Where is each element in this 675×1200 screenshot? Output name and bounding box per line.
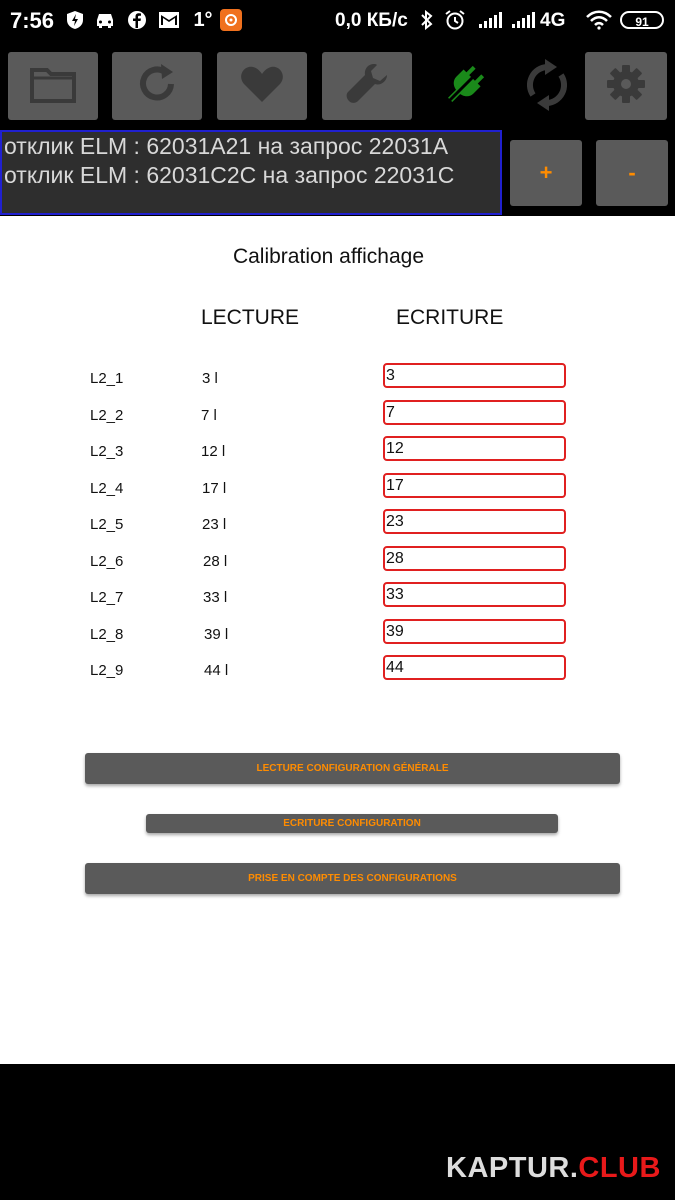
folder-icon [29, 64, 77, 109]
read-value: 23 l [202, 516, 227, 533]
read-value: 3 l [202, 370, 218, 387]
row-label: L2_2 [90, 407, 124, 424]
read-value: 17 l [202, 480, 227, 497]
wifi-icon [585, 9, 613, 31]
write-input[interactable]: 23 [383, 509, 566, 534]
write-input[interactable]: 7 [383, 400, 566, 425]
write-input[interactable]: 3 [383, 363, 566, 388]
sync-icon [525, 59, 569, 116]
connection-status[interactable] [440, 62, 490, 112]
row-label: L2_1 [90, 370, 124, 387]
clock: 7:56 [10, 8, 55, 33]
refresh-icon [135, 62, 179, 111]
minus-button[interactable]: - [596, 140, 668, 206]
calibration-row [0, 363, 675, 393]
refresh-button[interactable] [112, 52, 202, 120]
calibration-row [0, 473, 675, 503]
write-input[interactable]: 12 [383, 436, 566, 461]
bluetooth-icon [416, 9, 438, 31]
write-input[interactable]: 39 [383, 619, 566, 644]
write-config-button[interactable]: ECRITURE CONFIGURATION [146, 814, 558, 833]
sync-button[interactable] [522, 60, 572, 114]
alarm-icon [444, 9, 466, 31]
shield-bolt-icon [64, 9, 86, 31]
read-value: 12 l [201, 443, 226, 460]
write-input[interactable]: 28 [383, 546, 566, 571]
read-value: 33 l [203, 589, 228, 606]
row-label: L2_4 [90, 480, 124, 497]
row-label: L2_7 [90, 589, 124, 606]
signal-icon-1 [477, 9, 503, 31]
read-value: 7 l [201, 407, 217, 424]
watermark-prefix: KAPTUR. [446, 1152, 579, 1184]
facebook-icon [126, 9, 148, 31]
read-value: 28 l [203, 553, 228, 570]
calibration-row [0, 655, 675, 685]
row-label: L2_9 [90, 662, 124, 679]
calibration-row [0, 546, 675, 576]
toolbar [0, 42, 675, 216]
signal-icon-2 [510, 9, 536, 31]
app-notification-icon [220, 9, 242, 31]
read-value: 44 l [204, 662, 229, 679]
calibration-panel [0, 216, 675, 1064]
apply-config-button[interactable]: PRISE EN COMPTE DES CONFIGURATIONS [85, 863, 620, 894]
calibration-row [0, 582, 675, 612]
read-general-config-button[interactable]: LECTURE CONFIGURATION GÉNÉRALE [85, 753, 620, 784]
elm-log [0, 130, 502, 215]
log-line: отклик ELM : 62031C2C на запрос 22031C [4, 162, 455, 188]
watermark-logo [446, 1152, 661, 1185]
battery-indicator: 91 [620, 11, 664, 29]
plus-button[interactable]: + [510, 140, 582, 206]
favorites-button[interactable] [217, 52, 307, 120]
row-label: L2_5 [90, 516, 124, 533]
car-icon [94, 9, 116, 31]
page-title: Calibration affichage [232, 245, 425, 268]
gear-icon [606, 64, 646, 109]
log-line: отклик ELM : 62031A21 на запрос 22031A [4, 133, 449, 159]
column-header-write: ECRITURE [396, 306, 504, 329]
calibration-row [0, 509, 675, 539]
calibration-row [0, 619, 675, 649]
temperature: 1° [193, 8, 213, 31]
watermark-suffix: CLUB [578, 1152, 661, 1184]
open-folder-button[interactable] [8, 52, 98, 120]
write-input[interactable]: 33 [383, 582, 566, 607]
row-label: L2_3 [90, 443, 124, 460]
write-input[interactable]: 17 [383, 473, 566, 498]
plug-connected-icon [443, 63, 487, 112]
status-bar [0, 0, 675, 42]
mail-icon [158, 9, 180, 31]
wrench-icon [344, 61, 390, 112]
read-value: 39 l [204, 626, 229, 643]
calibration-row [0, 436, 675, 466]
calibration-row [0, 400, 675, 430]
column-header-read: LECTURE [201, 306, 300, 329]
tools-button[interactable] [322, 52, 412, 120]
row-label: L2_6 [90, 553, 124, 570]
heart-icon [239, 64, 285, 109]
network-type: 4G [540, 10, 566, 31]
network-speed: 0,0 КБ/с [335, 10, 408, 31]
write-input[interactable]: 44 [383, 655, 566, 680]
row-label: L2_8 [90, 626, 124, 643]
settings-button[interactable] [585, 52, 667, 120]
